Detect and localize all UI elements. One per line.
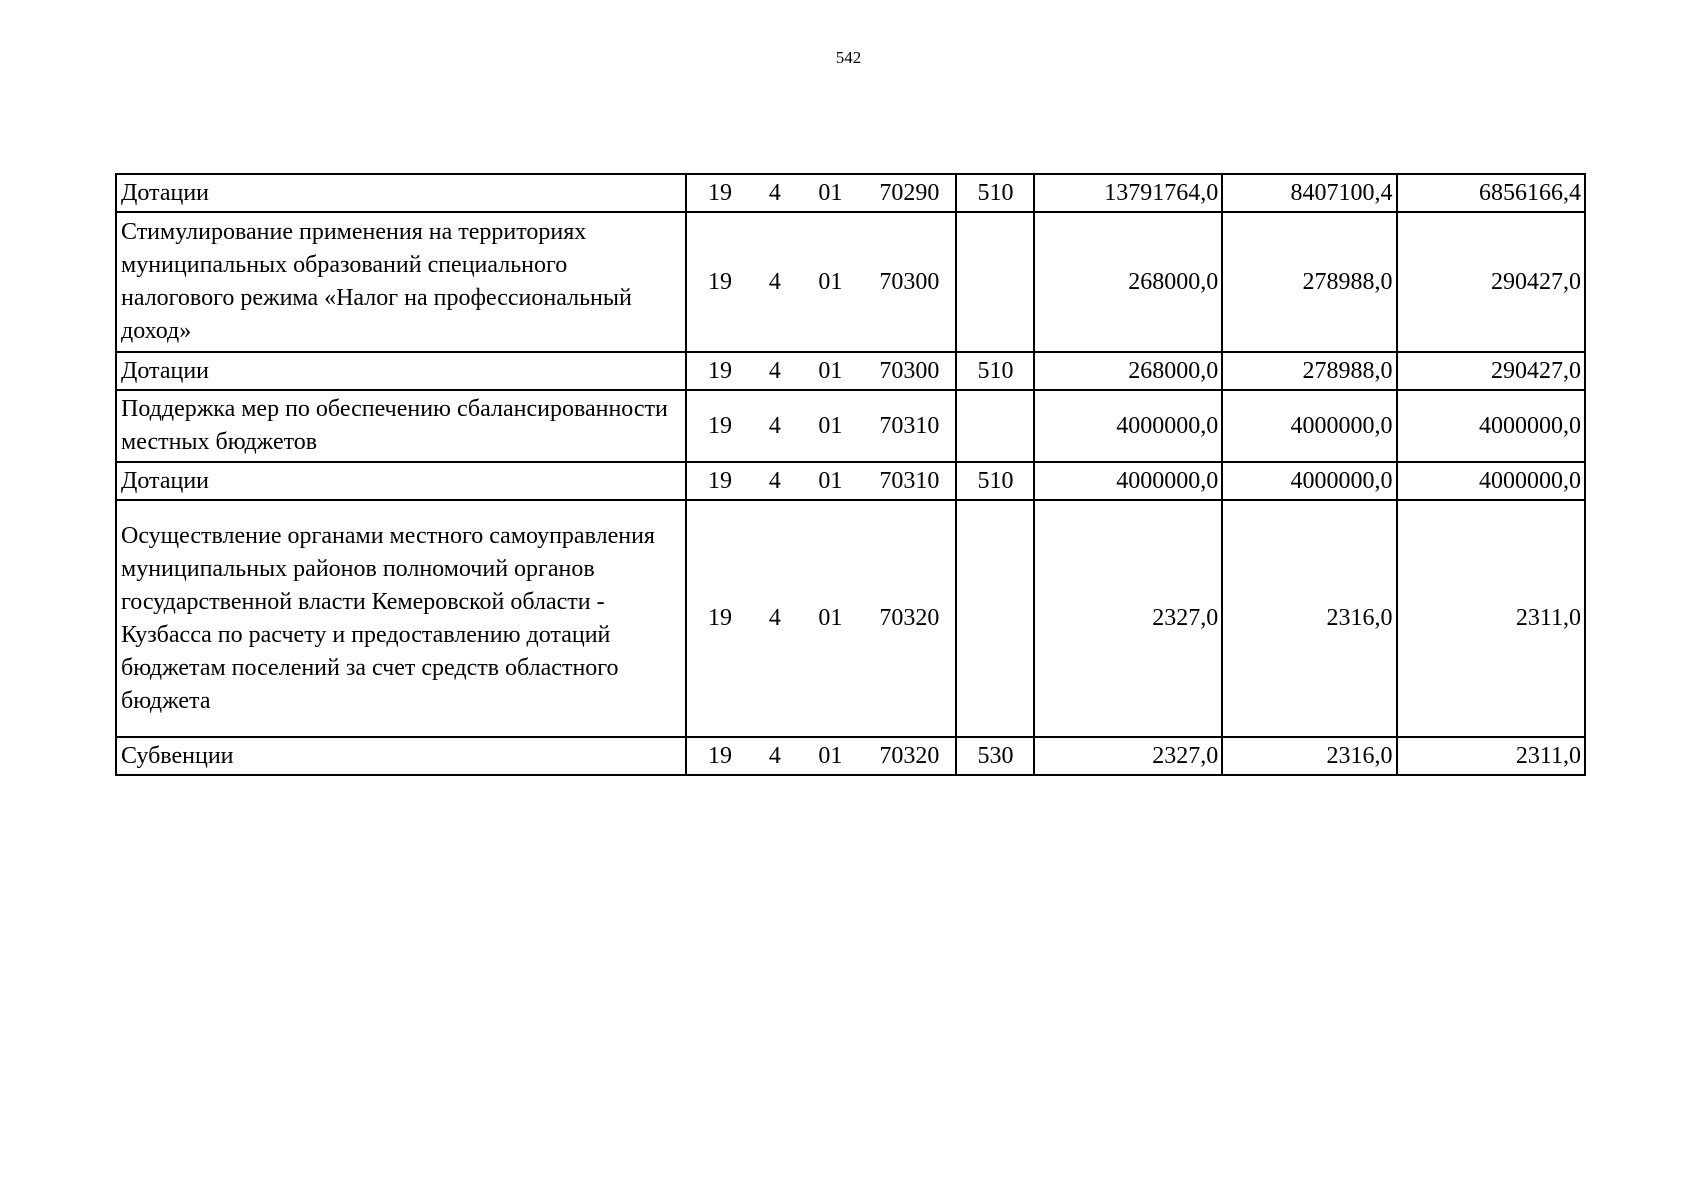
value-year-2: 278988,0 — [1222, 352, 1396, 390]
value-year-3: 4000000,0 — [1397, 390, 1585, 462]
expense-type: 510 — [956, 352, 1034, 390]
value-year-2: 8407100,4 — [1222, 174, 1396, 212]
code-subprogram: 4 — [752, 500, 797, 737]
code-direction: 70320 — [863, 737, 957, 775]
expense-type: 530 — [956, 737, 1034, 775]
row-name: Стимулирование применения на территориях муниципальных образований специального налогового режима «Налог на профессиональный доход» — [116, 212, 686, 352]
row-name: Осуществление органами местного самоуправления муниципальных районов полномочий органов государственной власти Кемеровской области - Кузбасса по расчету и предоставлению дотаций бюджетам поселений за счет средств областного бюджета — [116, 500, 686, 737]
expense-type: 510 — [956, 462, 1034, 500]
code-direction: 70320 — [863, 500, 957, 737]
row-name: Дотации — [116, 352, 686, 390]
code-event: 01 — [797, 737, 862, 775]
code-subprogram: 4 — [752, 174, 797, 212]
code-direction: 70300 — [863, 352, 957, 390]
code-program: 19 — [686, 390, 751, 462]
page-number: 542 — [835, 48, 862, 67]
code-subprogram: 4 — [752, 352, 797, 390]
code-program: 19 — [686, 174, 751, 212]
table-row — [116, 212, 1585, 352]
code-subprogram: 4 — [752, 462, 797, 500]
value-year-3: 4000000,0 — [1397, 462, 1585, 500]
value-year-3: 290427,0 — [1397, 212, 1585, 352]
table-row — [116, 462, 1585, 500]
table-row — [116, 174, 1585, 212]
value-year-1: 2327,0 — [1034, 500, 1222, 737]
code-program: 19 — [686, 737, 751, 775]
code-program: 19 — [686, 212, 751, 352]
row-name: Дотации — [116, 462, 686, 500]
code-direction: 70310 — [863, 462, 957, 500]
value-year-1: 4000000,0 — [1034, 390, 1222, 462]
expense-type — [956, 212, 1034, 352]
row-name: Поддержка мер по обеспечению сбалансированности местных бюджетов — [116, 390, 686, 462]
row-name: Субвенции — [116, 737, 686, 775]
value-year-3: 6856166,4 — [1397, 174, 1585, 212]
budget-table — [115, 173, 1586, 776]
code-subprogram: 4 — [752, 737, 797, 775]
value-year-2: 2316,0 — [1222, 500, 1396, 737]
code-subprogram: 4 — [752, 212, 797, 352]
value-year-2: 2316,0 — [1222, 737, 1396, 775]
expense-type — [956, 500, 1034, 737]
expense-type — [956, 390, 1034, 462]
value-year-1: 2327,0 — [1034, 737, 1222, 775]
value-year-3: 2311,0 — [1397, 500, 1585, 737]
code-event: 01 — [797, 212, 862, 352]
table-row — [116, 390, 1585, 462]
code-event: 01 — [797, 462, 862, 500]
value-year-1: 268000,0 — [1034, 352, 1222, 390]
code-direction: 70300 — [863, 212, 957, 352]
code-direction: 70310 — [863, 390, 957, 462]
code-event: 01 — [797, 174, 862, 212]
value-year-2: 4000000,0 — [1222, 462, 1396, 500]
value-year-2: 278988,0 — [1222, 212, 1396, 352]
value-year-1: 268000,0 — [1034, 212, 1222, 352]
table-row — [116, 737, 1585, 775]
code-program: 19 — [686, 500, 751, 737]
row-name: Дотации — [116, 174, 686, 212]
table-row — [116, 500, 1585, 737]
code-event: 01 — [797, 500, 862, 737]
code-event: 01 — [797, 390, 862, 462]
code-subprogram: 4 — [752, 390, 797, 462]
value-year-3: 290427,0 — [1397, 352, 1585, 390]
value-year-1: 13791764,0 — [1034, 174, 1222, 212]
code-program: 19 — [686, 462, 751, 500]
value-year-2: 4000000,0 — [1222, 390, 1396, 462]
value-year-1: 4000000,0 — [1034, 462, 1222, 500]
table-row — [116, 352, 1585, 390]
code-event: 01 — [797, 352, 862, 390]
expense-type: 510 — [956, 174, 1034, 212]
value-year-3: 2311,0 — [1397, 737, 1585, 775]
code-direction: 70290 — [863, 174, 957, 212]
code-program: 19 — [686, 352, 751, 390]
